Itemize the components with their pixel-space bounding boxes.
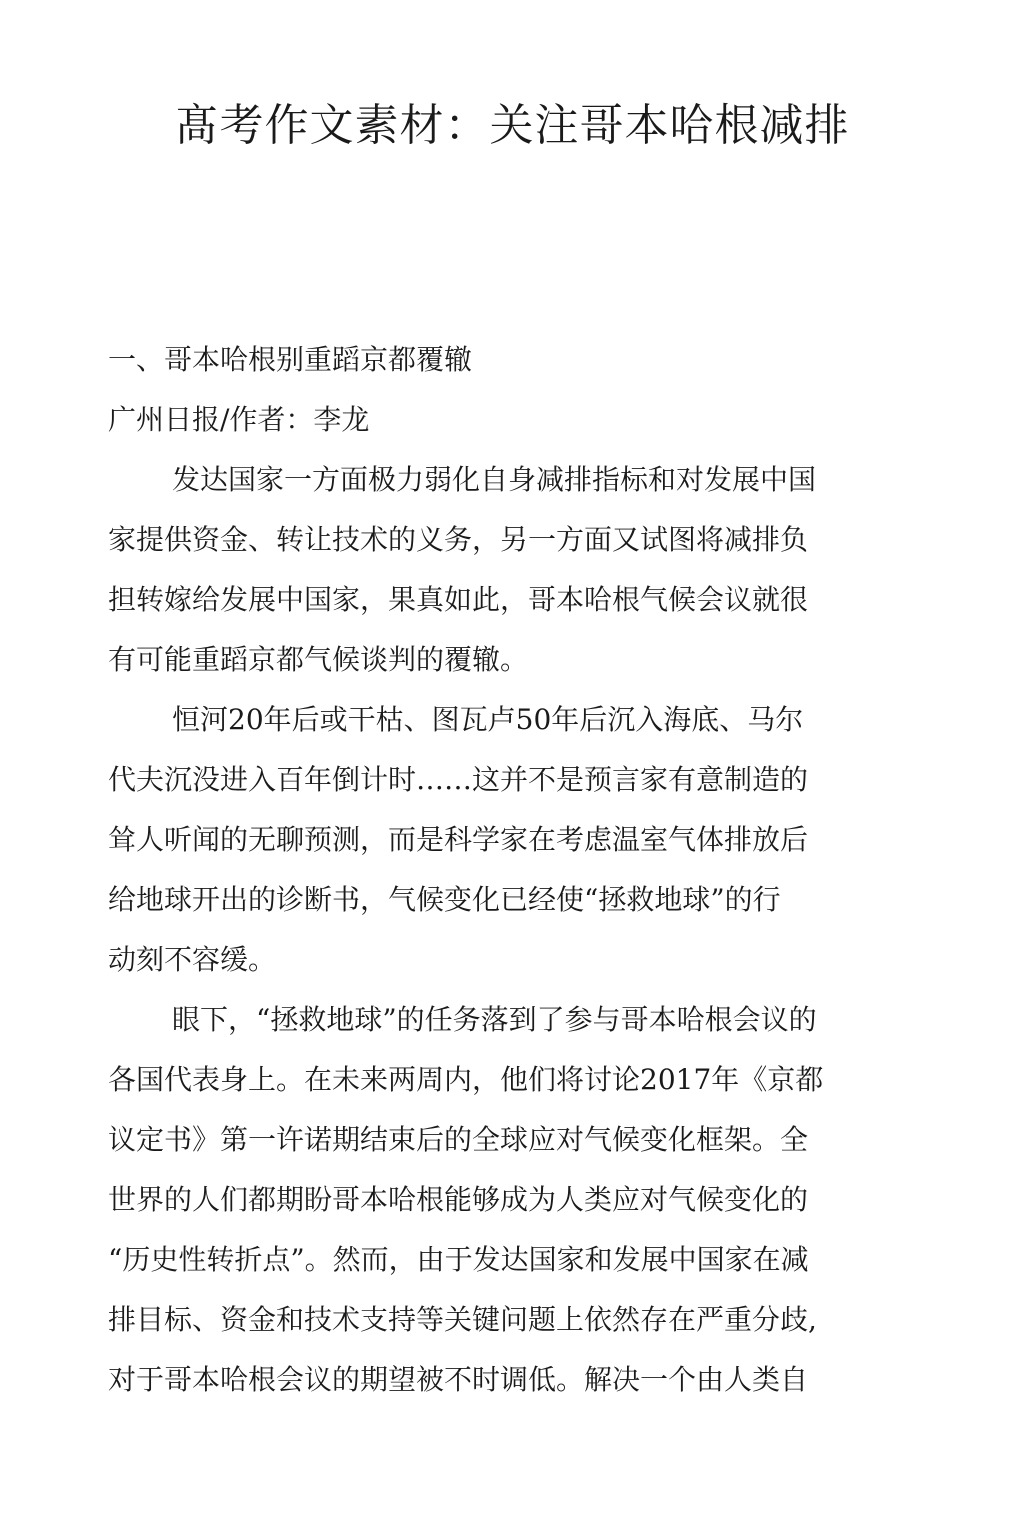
paragraph-line: 担转嫁给发展中国家，果真如此，哥本哈根气候会议就很 bbox=[108, 583, 809, 616]
paragraph-line: 代夫沉没进入百年倒计时……这并不是预言家有意制造的 bbox=[108, 763, 809, 796]
paragraph-line: 恒河20年后或干枯、图瓦卢50年后沉入海底、马尔 bbox=[172, 703, 804, 736]
byline: 广州日报/作者：李龙 bbox=[108, 403, 370, 436]
paragraph-line: 家提供资金、转让技术的义务，另一方面又试图将减排负 bbox=[108, 523, 809, 556]
paragraph-line: 给地球开出的诊断书，气候变化已经使“拯救地球”的行 bbox=[108, 883, 781, 916]
paragraph-line: 议定书》第一许诺期结束后的全球应对气候变化框架。全 bbox=[108, 1123, 809, 1156]
paragraph-line: 眼下，“拯救地球”的任务落到了参与哥本哈根会议的 bbox=[172, 1003, 817, 1036]
section-heading: 一、哥本哈根别重蹈京都覆辙 bbox=[108, 343, 473, 376]
paragraph-line: 对于哥本哈根会议的期望被不时调低。解决一个由人类自 bbox=[108, 1363, 809, 1396]
document-title: 髙考作文素材：关注哥本哈根减排 bbox=[174, 100, 850, 151]
paragraph-line: 发达国家一方面极力弱化自身减排指标和对发展中国 bbox=[172, 463, 817, 496]
paragraph-line: 有可能重蹈京都气候谈判的覆辙。 bbox=[108, 643, 529, 676]
paragraph-line: 耸人听闻的无聊预测，而是科学家在考虑温室气体排放后 bbox=[108, 823, 809, 856]
paragraph-line: 排目标、资金和技术支持等关键问题上依然存在严重分歧, bbox=[108, 1303, 817, 1336]
paragraph-line: 动刻不容缓。 bbox=[108, 943, 277, 976]
paragraph-line: 世界的人们都期盼哥本哈根能够成为人类应对气候变化的 bbox=[108, 1183, 809, 1216]
paragraph-line: 各国代表身上。在未来两周内，他们将讨论2017年《京都 bbox=[108, 1063, 824, 1096]
paragraph-line: “历史性转折点”。然而，由于发达国家和发展中国家在减 bbox=[108, 1243, 809, 1276]
